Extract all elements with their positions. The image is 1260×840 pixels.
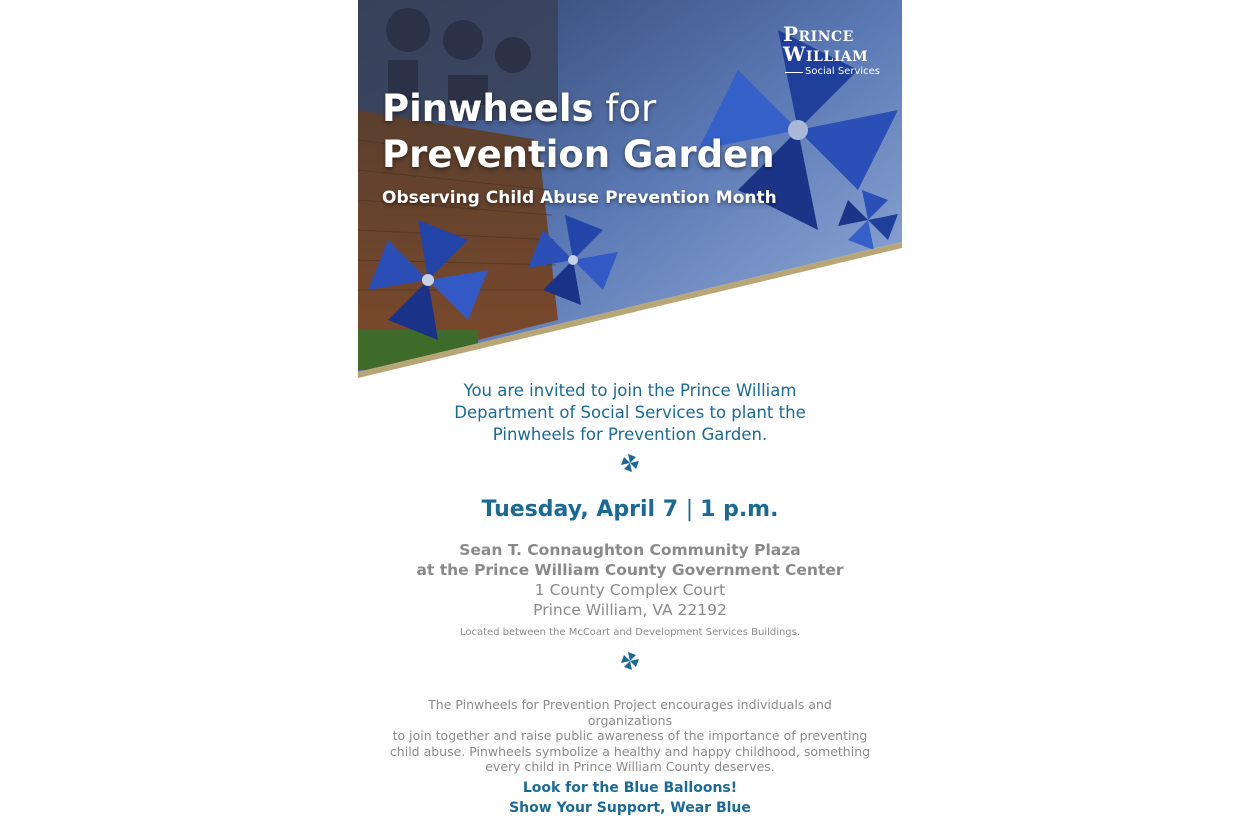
logo-line3: Social Services (783, 66, 880, 77)
invite-line2: Department of Social Services to plant the (454, 403, 806, 422)
invite-line3: Pinwheels for Prevention Garden. (492, 425, 768, 444)
desc-line3: child abuse. Pinwheels symbolize a healthy and happy childhood, something (389, 743, 871, 759)
cta-line1: Look for the Blue Balloons! (522, 780, 738, 796)
invite-line1: You are invited to join the Prince William (463, 381, 797, 400)
location-address (358, 580, 902, 620)
hero-title-block (382, 86, 777, 208)
title-line1 (382, 86, 777, 132)
pinwheel-divider-icon-2 (620, 651, 640, 671)
prince-william-logo (783, 24, 880, 77)
invitation-text (358, 380, 902, 446)
desc-line2: to join together and raise public awareness of the importance of preventing (392, 728, 868, 743)
logo-line2: William (783, 42, 869, 66)
event-date: Tuesday, April 7 (481, 497, 679, 522)
title-line2: Prevention Garden (382, 133, 775, 176)
logo-line1: Prince (783, 22, 854, 46)
desc-line1: The Pinwheels for Prevention Project encourages individuals and organizations (428, 697, 832, 728)
pinwheel-divider-icon (620, 453, 640, 473)
hero-banner (358, 0, 902, 378)
location-note: Located between the McCoart and Development Services Buildings. (459, 627, 801, 638)
address-street: 1 County Complex Court (534, 581, 726, 599)
project-description (388, 697, 872, 775)
location-venue (358, 540, 902, 580)
title-bold: Pinwheels (382, 87, 594, 130)
date-separator: | (685, 497, 701, 522)
call-to-action (358, 778, 902, 818)
address-city: Prince William, VA 22192 (533, 601, 727, 619)
cta-line2: Show Your Support, Wear Blue (509, 800, 751, 816)
venue-name: Sean T. Connaughton Community Plaza (459, 541, 801, 559)
hero-subtitle: Observing Child Abuse Prevention Month (382, 188, 777, 208)
desc-line4: every child in Prince William County deserves. (485, 759, 775, 774)
flyer (358, 0, 902, 840)
title-light: for (593, 87, 657, 130)
event-date-time (358, 497, 902, 522)
venue-building: at the Prince William County Government Center (416, 561, 844, 579)
event-time: 1 p.m. (700, 497, 779, 522)
